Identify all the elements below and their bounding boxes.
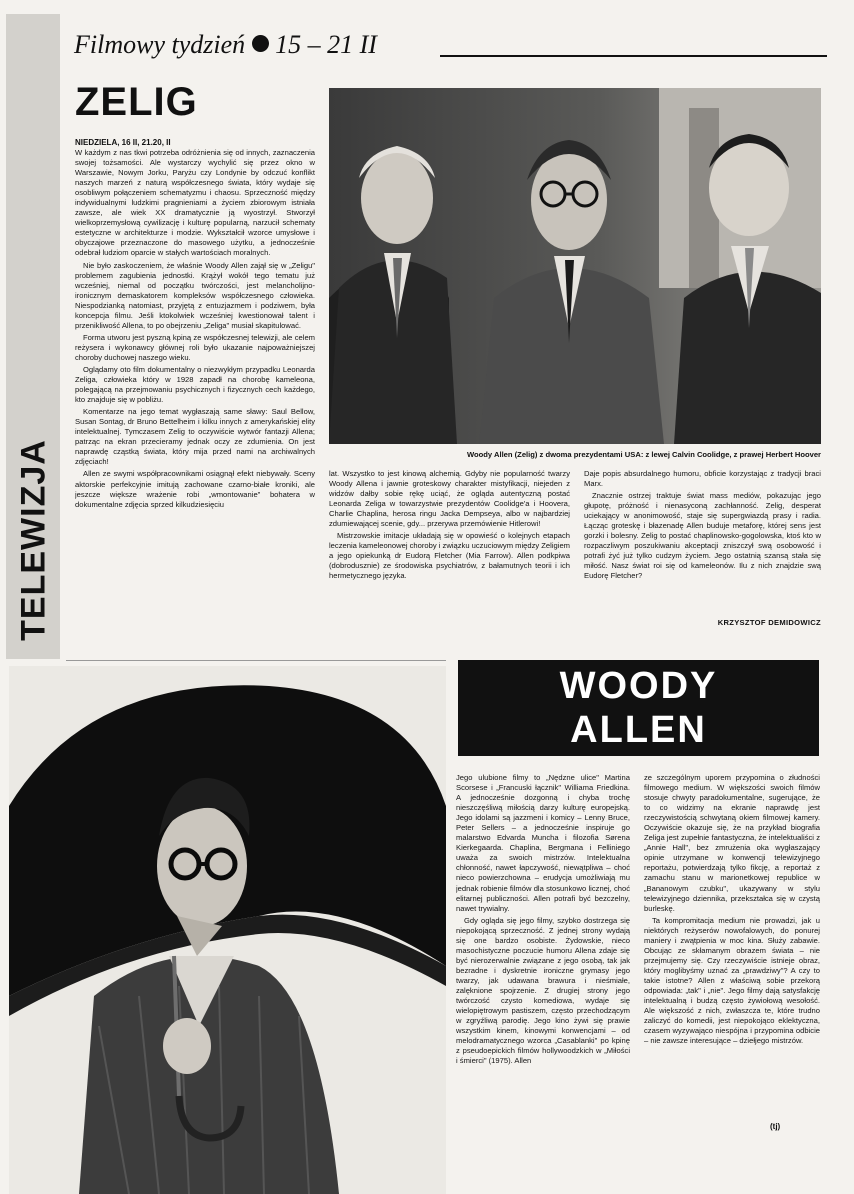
zelig-column-3: [584, 469, 821, 619]
zelig-column-1: [75, 148, 315, 634]
woody-column-1: [456, 773, 630, 1193]
bullet-icon: [252, 35, 269, 52]
paragraph: W każdym z nas tkwi potrzeba odróżnienia się od innych, zaznaczenia swojej tożsamości. Ale wystarczy wychylić się przez okno w Warszawie, Nowym Jorku, Paryżu czy Londynie by odczuć konflikt naszych marzeń z naturą współczesnego świata, który wydaje się osobliwym połączeniem schematyzmu i chaosu. Sprzeczność między indywidualnymi ludzkimi pragnieniami a życiem zbiorowym istniała zawsze, ale wiek XX dramatycznie ją wyostrzył. Stworzył wielkoprzemysłową cywilizację i kulturę popularną, narzucił schematy estetyczne w architekturze i modzie. Wykształcił wzorce umysłowe i obyczajowe przeznaczone do masowego użytku, a jednocześnie odebrał ludziom oparcie w stałych wartościach moralnych.: [75, 148, 315, 258]
byline: KRZYSZTOF DEMIDOWICZ: [717, 618, 821, 627]
paragraph: Allen ze swymi współpracownikami osiągnął efekt niebywały. Sceny aktorskie perfekcyjnie imitują zachowane czarno-białe kroniki, ale jeszcze większe wrażenie robi „wmontowanie" bohatera w dokumentalne zdjęcia sprzed kilkudziesięciu: [75, 469, 315, 509]
header-dates: 15 – 21 II: [275, 30, 377, 59]
page-header: [74, 30, 377, 60]
title-line-2: ALLEN: [570, 709, 707, 751]
author-signature: (tj): [770, 1122, 781, 1131]
broadcast-dateline: NIEDZIELA, 16 II, 21.20, II: [75, 138, 171, 147]
photo-woody-umbrella: [9, 666, 446, 1194]
paragraph: Oglądamy oto film dokumentalny o niezwykłym przypadku Leonarda Zeliga, człowieka który w 1928 zapadł na chorobę kameleona, polegającą na przejmowaniu psychicznych i fizycznych cech każdego, kto znajduje się w pobliżu.: [75, 364, 315, 405]
zelig-column-2: [329, 469, 570, 634]
woody-column-2: [644, 773, 820, 1193]
header-rule: [440, 55, 827, 57]
header-title: Filmowy tydzień: [74, 30, 246, 59]
paragraph: Forma utworu jest pyszną kpiną ze współczesnej telewizji, ale celem reżysera i wykonawcy głównej roli było ukazanie najpoważniejszej choroby duchowej naszego wieku.: [75, 332, 315, 362]
section-label: TELEWIZJA: [14, 439, 53, 641]
paragraph: Daje popis absurdalnego humoru, obficie korzystając z tradycji braci Marx.: [584, 469, 821, 489]
article-title-woody-allen: [458, 660, 819, 756]
section-divider: [66, 660, 446, 661]
paragraph: Znacznie ostrzej traktuje świat mass mediów, pokazując jego głupotę, próżność i nienasyconą zachłanność. Zelig, desperat uciekający w anonimowość, staje się supergwiazdą prasy i radia. Łącząc groteskę i błazenadę Allen buduje metaforę, której sens jest gorzki i bolesny. Zelig to postać chaplinowsko-gogolowska, ktoś kto w rozpaczliwym poszukiwaniu akceptacji zniszczył swą osobowość i potrafi żyć już tylko cudzym życiem. Jego ostatnią szansą stała się miłość. Nasz świat roi się od kameleonów. Ilu z nich znajdzie swą Eudorę Fletcher?: [584, 491, 821, 581]
paragraph: Ta kompromitacja medium nie prowadzi, jak u niektórych reżyserów nowofalowych, do ponurej maniery i zwątpienia w moc kina. Służy zabawie. Obcując ze skłamanym obrazem świata – nie przejmujemy się. Czy rzeczywiście istnieje obraz, który moglibyśmy uznać za „prawdziwy"? A czy to takie istotne? Allen z właściwą sobie przekorą odpowiada: „tak" i „nie". Jego filmy dają satysfakcję intelektualną i budzą często żywiołową wesołość. Ale większość z nich, zwłaszcza te, które trudno zaliczyć do komedii, jest niepokojąco eklektyczna, czasem wyzywająco niespójna i przypomina odbicie – nie zawsze interesujące – dziełjego mistrzów.: [644, 915, 820, 1046]
photo-zelig-presidents: [329, 88, 821, 444]
paragraph: Nie było zaskoczeniem, że właśnie Woody Allen zajął się w „Zeligu" problemem zagubienia jednostki. Krążył wokół tego tematu już wcześniej, niemal od początku twórczości, jest melancholijno-ironicznym demaskatorem kompleksów współczesnego człowieka. Niespodzianką natomiast, przyjętą z entuzjazmem i podziwem, była koncepcja filmu. Jeśli ktokolwiek wcześniej kwestionował talent i przenikliwość Allena, to po obejrzeniu „Zeliga" musiał skapitulować.: [75, 260, 315, 330]
paragraph: ze szczególnym uporem przypomina o złudności filmowego medium. W większości swoich filmów stosuje chwyty paradokumentalne, sugerujące, że to co widzimy na ekranie naprawdę jest rzeczywistością schwytaną okiem filmowej kamery. Oczywiście okazuje się, że na przykład biografia Zeliga jest zupełnie fantastyczna, że intelektualiści z „Annie Hall", bez zmrużenia oka wygłaszający opinie utrzymane w konwencji telewizyjnego reportażu, potwierdzają tylko fikcję, a reportaż z zamachu stanu w marionetkowej republice w „Bananowym czubku", ukazywany w stylu telewizyjnego dziennika, przekształca się w czystą burleskę.: [644, 773, 820, 913]
article-title-zelig: ZELIG: [75, 80, 198, 124]
paragraph: lat. Wszystko to jest kinową alchemią. Gdyby nie popularność twarzy Woody Allena i jawnie groteskowy charakter mistyfikacji, niejeden z widzów dałby sobie rękę uciąć, że ogląda autentyczną postać Leonarda Zeliga w towarzystwie prezydentów Coolidge'a i Hoovera, Charlie Chaplina, herosa ringu Jacka Dempseya, albo w najbardziej zdumiewającej scenie, gdy... przerywa przemówienie Hitlerowi!: [329, 469, 570, 529]
title-line-1: WOODY: [559, 665, 718, 707]
paragraph: Komentarze na jego temat wygłaszają same sławy: Saul Bellow, Susan Sontag, dr Bruno Bettelheim i kilku innych z amerykańskiej elity intelektualnej. Tymczasem Zelig to oczywiście wytwór fantazji Allena; patrząc na ekran przecieramy jednak oczy ze zdumienia. On jest naprawdę cząstką świata, który mija przed nami na archiwalnych zdjęciach!: [75, 407, 315, 467]
paragraph: Mistrzowskie imitacje układają się w opowieść o kolejnych etapach leczenia kameleonowej choroby i związku uczuciowym między Zeligiem a jego opiekunką dr Eudorą Fletcher (Mia Farrow). Allen podkpiwa (dobrodusznie) ze środowiska psychiatrów, z bałamutnych teorii i ich hermetycznego języka.: [329, 531, 570, 581]
paragraph: Jego ulubione filmy to „Nędzne ulice" Martina Scorsese i „Francuski łącznik" Williama Friedkina. A jednocześnie dozgonną i chyba trochę nieszczęśliwą miłością darzy kulturę europejską. Jego idolami są jazzmeni i komicy – Lenny Bruce, Peter Sellers – a jednocześnie inspiruje go malarstwo Edvarda Muncha i filozofia Sørena Kierkegaarda. Chaplina, Bergmana i Felliniego uważa za swoich mistrzów. Intelektualna chłonność, nawet łapczywość, niewątpliwa – choć nieco powierzchowna – erudycja umożliwiają mu jednak robienie filmów dla stosunkowo licznej, choć elitarnej publiczności. Allen potrafi być bezczelny, nawet trywialny.: [456, 773, 630, 913]
paragraph: Gdy ogląda się jego filmy, szybko dostrzega się niepokojącą sprzeczność. Z jednej strony wydają się one bardzo osobiste. Żydowskie, nieco masochistyczne poczucie humoru Allena zdaje się być nierozerwalnie związane z jego osobą, tak jak bezradne i dyskretnie ironiczne grymasy jego twarzy, jak udawana brawura i nieśmiałe, zalęknione spojrzenie. Z drugiej strony jego twórczość czysto komediowa, wydaje się wielopiętrowym pastiszem, często przechodzącym w zgryźliwą parodię. Jego kino żywi się prawie wszystkim kinem, kinowymi konwencjami – od melodramatycznego wzorca „Casablanki" po kpinę z pseudoepickich filmów hollywoodzkich w „Miłości i śmierci" (1975). Allen: [456, 915, 630, 1066]
photo-caption: Woody Allen (Zelig) z dwoma prezydentami USA: z lewej Calvin Coolidge, z prawej Herbert Hoover: [466, 450, 821, 459]
